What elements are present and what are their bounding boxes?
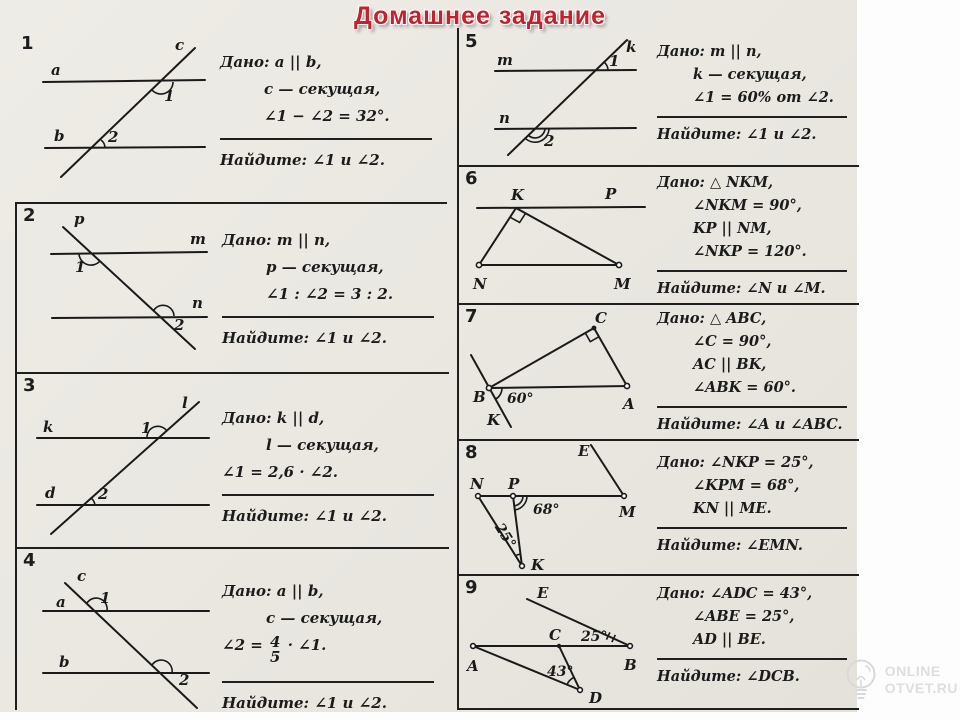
vertex-label-C: C xyxy=(595,309,607,327)
angle-label-2: 2 xyxy=(98,485,109,503)
transversal-label: l xyxy=(182,394,188,412)
vertex-label-E: E xyxy=(578,442,590,460)
watermark xyxy=(839,654,958,706)
given-line: AC || BK, xyxy=(693,356,767,373)
vertex-label-B: B xyxy=(624,656,637,674)
angle-2-arc xyxy=(152,660,172,673)
diagram-angles-nkpme xyxy=(459,439,654,574)
angle-label-1: 1 xyxy=(141,419,152,437)
angle-value-43: 43° xyxy=(547,664,574,680)
divider-rule xyxy=(657,658,847,660)
vertex-label-N: N xyxy=(470,475,484,493)
find-line: Найдите: ∠1 и ∠2. xyxy=(222,694,387,712)
given-line: p — секущая, xyxy=(266,258,384,276)
vertex-a xyxy=(624,383,629,388)
given-line: ∠KPM = 68°, xyxy=(693,477,800,494)
given-line: ∠1 − ∠2 = 32°. xyxy=(264,107,390,125)
line-label: m xyxy=(497,51,513,69)
line-b xyxy=(45,147,205,148)
transversal-label: c xyxy=(77,567,87,585)
problem-number: 8 xyxy=(465,442,478,463)
angle-label-2: 2 xyxy=(544,132,555,150)
given-line: Дано: m || n, xyxy=(222,231,331,249)
vertex-c xyxy=(557,644,561,648)
angle-value-25: 25° xyxy=(581,629,608,645)
vertex-label-K: K xyxy=(531,556,545,574)
given-line: Дано: ∠ADC = 43°, xyxy=(657,585,813,602)
line-label: n xyxy=(499,109,510,127)
given-line: Дано: m || n, xyxy=(657,43,762,60)
angle-2-arc xyxy=(101,140,105,147)
given-line: Дано: △ NKM, xyxy=(657,174,774,191)
segment-em xyxy=(591,445,624,496)
given-line: c — секущая, xyxy=(266,609,383,627)
vertex-label-P: P xyxy=(508,475,520,493)
line-a xyxy=(43,80,205,82)
divider-rule xyxy=(657,270,847,272)
transversal-label: p xyxy=(74,210,85,228)
angle-60-arc xyxy=(495,388,502,399)
divider-rule xyxy=(657,406,847,408)
given-line: Дано: a || b, xyxy=(220,53,322,71)
problem-1 xyxy=(15,30,447,204)
angle-value-25: 25° xyxy=(491,520,519,552)
problem-number: 9 xyxy=(465,577,478,598)
segment-km xyxy=(516,208,619,265)
divider-rule xyxy=(657,527,847,529)
given-line: ∠1 = 60% от ∠2. xyxy=(693,89,834,106)
line-label: b xyxy=(54,127,65,145)
find-line: Найдите: ∠DCB. xyxy=(657,668,800,685)
line-label: k xyxy=(43,418,54,436)
problem-9 xyxy=(457,574,859,710)
problem-8 xyxy=(457,439,859,576)
vertex-p xyxy=(511,494,516,499)
vertex-b xyxy=(628,644,633,649)
transversal-l xyxy=(51,402,199,534)
given-equation: ∠2 = 4 5 · ∠1. xyxy=(222,633,327,666)
vertex-label-C: C xyxy=(549,626,561,644)
problem-number: 4 xyxy=(23,550,36,571)
line-n xyxy=(495,128,636,129)
transversal-label: k xyxy=(626,38,637,56)
vertex-label-M: M xyxy=(614,275,631,293)
segment-ba xyxy=(489,386,629,388)
line-label: a xyxy=(51,61,61,79)
vertex-label-K: K xyxy=(511,186,525,204)
diagram-triangle-nkm xyxy=(459,165,654,303)
problem-3 xyxy=(15,372,449,549)
given-line: KN || ME. xyxy=(693,500,772,517)
transversal-label: c xyxy=(175,36,185,54)
vertex-label-B: B xyxy=(473,388,486,406)
divider-rule xyxy=(657,116,847,118)
problem-5 xyxy=(457,28,859,167)
divider-rule xyxy=(220,138,432,140)
divider-rule xyxy=(222,681,434,683)
given-line: ∠ABK = 60°. xyxy=(693,379,796,396)
line-label: n xyxy=(192,294,203,312)
vertex-a xyxy=(471,644,476,649)
given-line: c — секущая, xyxy=(264,80,381,98)
angle-value-68: 68° xyxy=(533,502,560,518)
line-label: b xyxy=(59,653,70,671)
vertex-label-A: A xyxy=(623,395,635,413)
angle-label-2: 2 xyxy=(108,128,119,146)
vertex-n xyxy=(476,494,481,499)
vertex-m xyxy=(616,262,621,267)
given-line: KP || NM, xyxy=(693,220,772,237)
given-line: ∠NKM = 90°, xyxy=(693,197,802,214)
find-line: Найдите: ∠1 и ∠2. xyxy=(222,329,387,347)
line-label: m xyxy=(190,230,206,248)
given-line: ∠1 = 2,6 · ∠2. xyxy=(222,463,339,481)
segment-bc xyxy=(489,328,594,388)
angle-label-1: 1 xyxy=(609,52,620,70)
vertex-b xyxy=(486,385,491,390)
transversal-c xyxy=(61,48,195,177)
angle-label-1: 1 xyxy=(75,258,86,276)
page-title: Домашнее задание xyxy=(354,2,606,30)
given-line: k — секущая, xyxy=(693,66,807,83)
diagram-parallel-lines-4 xyxy=(17,547,217,710)
diagram-parallel-lines-2 xyxy=(17,202,217,372)
problem-7 xyxy=(457,303,859,441)
vertex-label-D: D xyxy=(589,689,603,707)
diagram-parallel-lines-1 xyxy=(15,30,215,202)
problem-number: 7 xyxy=(465,306,478,327)
transversal-c xyxy=(65,583,197,708)
vertex-label-K: K xyxy=(487,411,501,429)
vertex-m xyxy=(622,494,627,499)
problem-6 xyxy=(457,165,859,305)
vertex-label-E: E xyxy=(537,584,549,602)
line-kp xyxy=(477,207,645,208)
vertex-k xyxy=(520,564,525,569)
angle-value-60: 60° xyxy=(507,391,534,407)
vertex-n xyxy=(476,262,481,267)
given-line: ∠ABE = 25°, xyxy=(693,608,795,625)
problem-number: 1 xyxy=(21,33,34,54)
given-line: ∠NKP = 120°. xyxy=(693,243,807,260)
diagram-angles-abcde xyxy=(459,574,654,708)
given-line: l — секущая, xyxy=(266,436,379,454)
problem-number: 3 xyxy=(23,375,36,396)
line-m xyxy=(495,70,636,71)
angle-2-arc xyxy=(91,498,95,505)
fraction: 4 5 xyxy=(270,633,281,666)
diagram-parallel-lines-5 xyxy=(459,28,654,165)
given-line: ∠1 : ∠2 = 3 : 2. xyxy=(266,285,394,303)
given-line: ∠C = 90°, xyxy=(693,333,772,350)
problem-number: 2 xyxy=(23,205,36,226)
vertex-label-P: P xyxy=(605,185,617,203)
divider-rule xyxy=(222,494,434,496)
given-line: Дано: k || d, xyxy=(222,409,325,427)
vertex-label-A: A xyxy=(467,657,479,675)
angle-label-1: 1 xyxy=(164,87,175,105)
find-line: Найдите: ∠N и ∠M. xyxy=(657,280,826,297)
line-label: a xyxy=(56,593,66,611)
angle-label-1: 1 xyxy=(100,589,111,607)
problem-4 xyxy=(15,547,449,710)
segment-eb xyxy=(527,599,630,646)
angle-1-arc xyxy=(604,62,608,70)
given-line: Дано: ∠NKP = 25°, xyxy=(657,454,814,471)
find-line: Найдите: ∠A и ∠ABC. xyxy=(657,416,843,433)
find-line: Найдите: ∠1 и ∠2. xyxy=(222,507,387,525)
watermark-text: ONLINE OTVET.RU xyxy=(884,662,958,696)
vertex-label-M: M xyxy=(619,503,636,521)
find-line: Найдите: ∠1 и ∠2. xyxy=(657,126,817,143)
vertex-label-N: N xyxy=(473,275,487,293)
divider-rule xyxy=(222,316,434,318)
diagram-parallel-lines-3 xyxy=(17,372,217,547)
vertex-d xyxy=(578,688,583,693)
angle-label-2: 2 xyxy=(174,316,185,334)
find-line: Найдите: ∠EMN. xyxy=(657,537,803,554)
problem-number: 6 xyxy=(465,168,478,189)
problem-number: 5 xyxy=(465,31,478,52)
find-line: Найдите: ∠1 и ∠2. xyxy=(220,151,385,169)
diagram-triangle-abc xyxy=(459,303,654,439)
angle-label-2: 2 xyxy=(179,671,190,689)
problem-2 xyxy=(15,202,449,374)
given-line: Дано: a || b, xyxy=(222,582,324,600)
given-line: AD || BE. xyxy=(693,631,766,648)
line-label: d xyxy=(45,484,56,502)
line-m xyxy=(51,252,207,254)
lightbulb-icon xyxy=(839,654,883,706)
given-line: Дано: △ ABC, xyxy=(657,310,767,327)
